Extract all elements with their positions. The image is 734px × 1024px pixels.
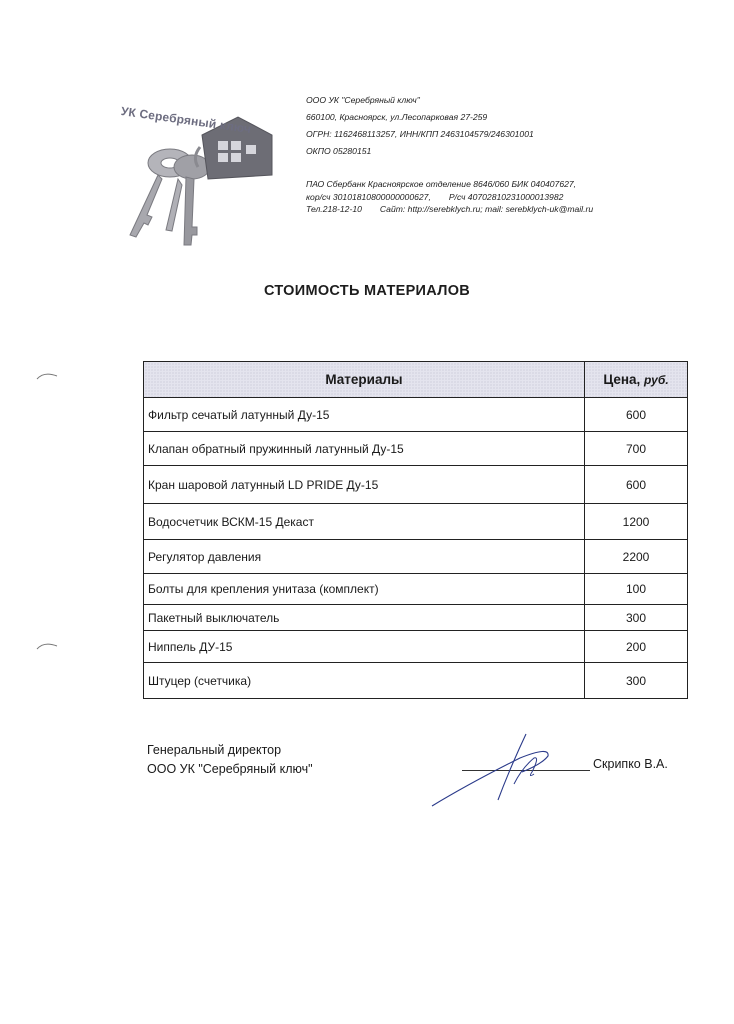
company-site-mail: Сайт: http://serebklych.ru; mail: serebklych-uk@mail.ru [379,204,594,214]
table-row [144,574,688,605]
material-name: Регулятор давления [144,540,585,574]
material-name: Водосчетчик ВСКМ-15 Декаст [144,504,585,540]
material-name: Штуцер (счетчика) [144,663,585,699]
company-rs-account: Р/сч 40702810231000013982 [448,191,564,202]
company-ogrn-inn: ОГРН: 1162468113257, ИНН/КПП 2463104579/246301001 [306,129,534,139]
material-name: Ниппель ДУ-15 [144,631,585,663]
company-details [306,92,593,216]
material-name: Пакетный выключатель [144,605,585,631]
material-price: 300 [585,605,688,631]
material-price: 600 [585,466,688,504]
material-price: 600 [585,398,688,432]
table-row [144,504,688,540]
material-price: 200 [585,631,688,663]
material-price: 100 [585,574,688,605]
table-row [144,398,688,432]
price-unit: руб. [644,373,669,387]
signer-position: Генеральный директор [147,743,282,757]
column-header-materials: Материалы [144,362,585,398]
materials-table [143,361,688,699]
material-name: Болты для крепления унитаза (комплект) [144,574,585,605]
price-label: Цена, [603,372,641,387]
material-name: Кран шаровой латунный LD PRIDE Ду-15 [144,466,585,504]
punch-hole-mark [36,370,58,380]
signature-block [147,741,313,779]
logo-text: УК Серебряный ключ [120,104,252,137]
handwritten-signature [430,728,570,810]
column-header-price [585,362,688,398]
material-price: 700 [585,432,688,466]
material-price: 1200 [585,504,688,540]
table-row [144,631,688,663]
company-okpo: ОКПО 05280151 [306,146,372,156]
company-bank: ПАО Сбербанк Красноярское отделение 8646/060 БИК 040407627, [306,179,577,189]
company-address: 660100, Красноярск, ул.Лесопарковая 27-259 [306,112,488,122]
table-row [144,605,688,631]
table-row [144,663,688,699]
table-row [144,432,688,466]
material-price: 300 [585,663,688,699]
table-row [144,540,688,574]
material-name: Фильтр сечатый латунный Ду-15 [144,398,585,432]
signer-name: Скрипко В.А. [593,757,668,771]
table-row [144,466,688,504]
company-name: ООО УК "Серебряный ключ" [306,95,420,105]
material-name: Клапан обратный пружинный латунный Ду-15 [144,432,585,466]
table-header-row [144,362,688,398]
material-price: 2200 [585,540,688,574]
signer-company: ООО УК "Серебряный ключ" [147,762,313,776]
company-tel: Тел.218-12-10 [306,204,362,214]
company-kor-account: кор/сч 30101810800000000627, [306,191,431,202]
punch-hole-mark [36,640,58,650]
document-title: СТОИМОСТЬ МАТЕРИАЛОВ [263,283,471,299]
